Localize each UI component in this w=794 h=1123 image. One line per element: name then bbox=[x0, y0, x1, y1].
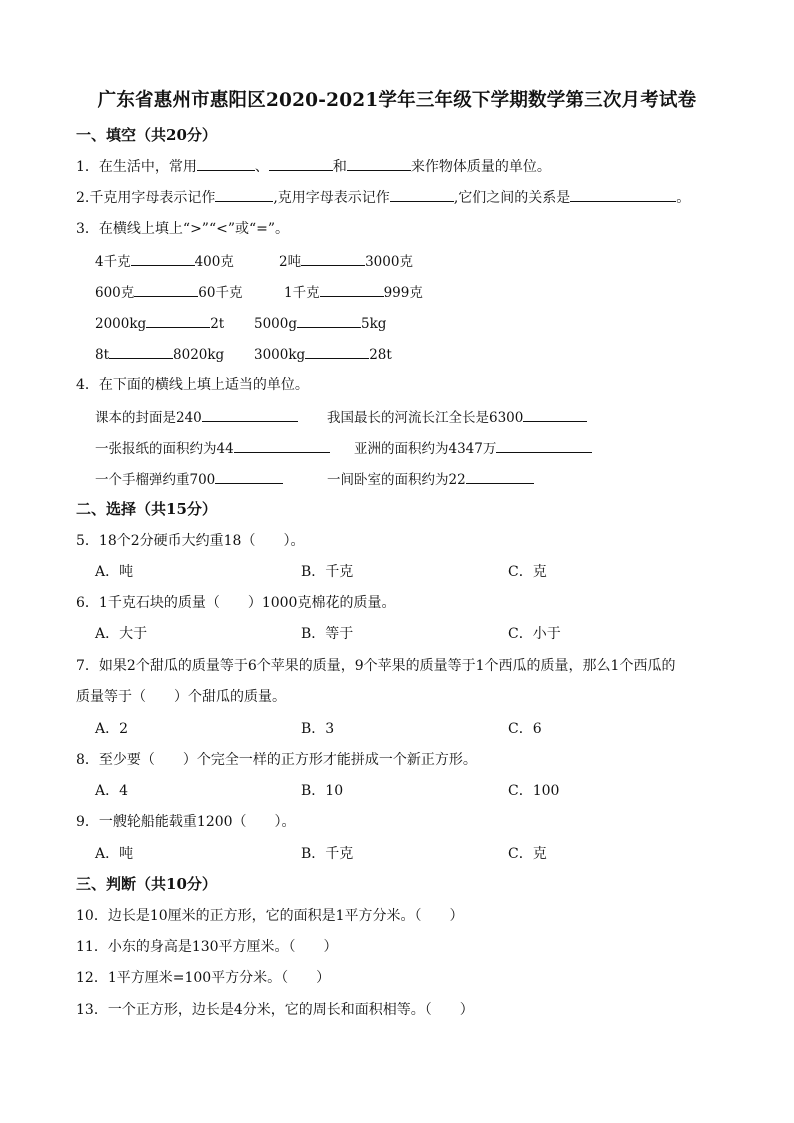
compare-item: 8t 8020kg bbox=[95, 344, 224, 363]
answer-blank[interactable] bbox=[202, 407, 298, 422]
answer-blank[interactable] bbox=[134, 282, 198, 297]
compare-item: 5000g 5kg bbox=[254, 313, 386, 332]
answer-blank[interactable] bbox=[570, 187, 676, 202]
option-a[interactable]: A．4 bbox=[95, 783, 129, 799]
unit-item: 一个手榴弹约重700 bbox=[95, 468, 283, 488]
question-12: 12．1平方厘米=100平方分米。（ ） bbox=[76, 970, 331, 986]
question-7-line2: 质量等于（ ）个甜瓜的质量。 bbox=[76, 689, 286, 705]
compare-item: 2000kg 2t bbox=[95, 313, 224, 332]
question-2: 2.千克用字母表示记作 ,克用字母表示记作 ,它们之间的关系是 。 bbox=[76, 187, 690, 207]
section-heading-choice: 二、选择（共15分） bbox=[76, 500, 217, 518]
answer-blank[interactable] bbox=[269, 156, 333, 171]
question-6: 6．1千克石块的质量（ ）1000克棉花的质量。 bbox=[76, 595, 396, 611]
option-a[interactable]: A．大于 bbox=[95, 626, 148, 642]
question-1: 1．在生活中，常用 、 和 来作物体质量的单位。 bbox=[76, 156, 551, 176]
answer-blank[interactable] bbox=[347, 156, 411, 171]
answer-blank[interactable] bbox=[523, 407, 587, 422]
option-b[interactable]: B．10 bbox=[301, 783, 344, 799]
question-4-stem: 4．在下面的横线上填上适当的单位。 bbox=[76, 377, 309, 393]
question-5: 5．18个2分硬币大约重18（ ）。 bbox=[76, 533, 305, 549]
question-10: 10．边长是10厘米的正方形，它的面积是1平方分米。（ ） bbox=[76, 908, 464, 924]
section-heading-fill: 一、填空（共20分） bbox=[76, 126, 217, 144]
option-c[interactable]: C．克 bbox=[508, 564, 547, 580]
option-b[interactable]: B．3 bbox=[301, 721, 335, 737]
question-8: 8．至少要（ ）个完全一样的正方形才能拼成一个新正方形。 bbox=[76, 752, 477, 768]
answer-blank[interactable] bbox=[131, 251, 195, 266]
unit-item: 亚洲的面积约为4347万 bbox=[354, 437, 592, 457]
question-7-line1: 7．如果2个甜瓜的质量等于6个苹果的质量，9个苹果的质量等于1个西瓜的质量，那么1个西瓜的 bbox=[76, 658, 676, 674]
option-c[interactable]: C．克 bbox=[508, 846, 547, 862]
option-a[interactable]: A．2 bbox=[95, 721, 129, 737]
compare-item: 2吨 3000克 bbox=[279, 250, 413, 270]
question-11: 11．小东的身高是130平方厘米。（ ） bbox=[76, 939, 338, 955]
unit-item: 一张报纸的面积约为44 bbox=[95, 437, 330, 457]
page-title: 广东省惠州市惠阳区2020-2021学年三年级下学期数学第三次月考试卷 bbox=[97, 90, 697, 111]
answer-blank[interactable] bbox=[234, 438, 330, 453]
answer-blank[interactable] bbox=[109, 344, 173, 359]
answer-blank[interactable] bbox=[297, 313, 361, 328]
answer-blank[interactable] bbox=[215, 187, 273, 202]
unit-item: 课本的封面是240 bbox=[95, 406, 298, 426]
option-b[interactable]: B．千克 bbox=[301, 564, 354, 580]
answer-blank[interactable] bbox=[197, 156, 255, 171]
option-b[interactable]: B．千克 bbox=[301, 846, 354, 862]
section-heading-judge: 三、判断（共10分） bbox=[76, 875, 217, 893]
option-c[interactable]: C．6 bbox=[508, 721, 542, 737]
compare-item: 4千克 400克 bbox=[95, 250, 234, 270]
option-c[interactable]: C．小于 bbox=[508, 626, 561, 642]
answer-blank[interactable] bbox=[146, 313, 210, 328]
question-13: 13．一个正方形，边长是4分米，它的周长和面积相等。（ ） bbox=[76, 1002, 474, 1018]
answer-blank[interactable] bbox=[305, 344, 369, 359]
question-3-stem: 3．在横线上填上“>”“<”或“=”。 bbox=[76, 221, 290, 237]
compare-item: 1千克 999克 bbox=[284, 281, 423, 301]
answer-blank[interactable] bbox=[320, 282, 384, 297]
unit-item: 我国最长的河流长江全长是6300 bbox=[327, 406, 587, 426]
option-b[interactable]: B．等于 bbox=[301, 626, 354, 642]
question-9: 9．一艘轮船能载重1200（ ）。 bbox=[76, 814, 296, 830]
answer-blank[interactable] bbox=[496, 438, 592, 453]
answer-blank[interactable] bbox=[466, 469, 534, 484]
answer-blank[interactable] bbox=[215, 469, 283, 484]
option-c[interactable]: C．100 bbox=[508, 783, 560, 799]
answer-blank[interactable] bbox=[390, 187, 454, 202]
unit-item: 一间卧室的面积约为22 bbox=[327, 468, 534, 488]
option-a[interactable]: A．吨 bbox=[95, 846, 134, 862]
compare-item: 600克 60千克 bbox=[95, 281, 242, 301]
answer-blank[interactable] bbox=[301, 251, 365, 266]
compare-item: 3000kg 28t bbox=[254, 344, 392, 363]
option-a[interactable]: A．吨 bbox=[95, 564, 134, 580]
